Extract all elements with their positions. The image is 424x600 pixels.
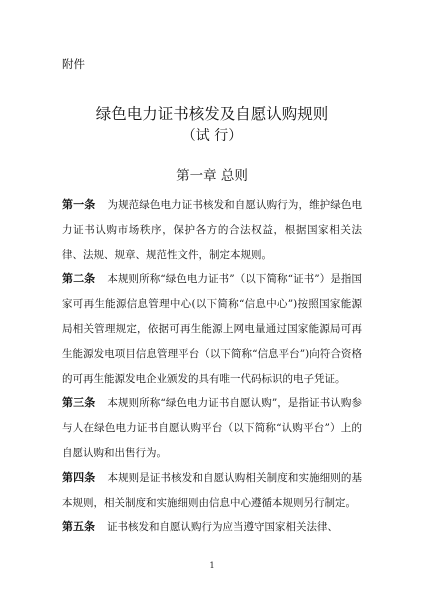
article-label: 第二条	[62, 272, 96, 286]
article-label: 第三条	[62, 396, 96, 410]
article-label: 第四条	[62, 470, 96, 484]
article-text: 证书核发和自愿认购行为应当遵守国家相关法律、	[107, 521, 338, 534]
article-text: 本规则所称“绿色电力证书”（以下简称“证书”）是指国家可再生能源信息管理中心(以下简称“信息中心”)按照国家能源局相关管理规定，依据可再生能源上网电量通过国家能源局可再生能源发电项目信息管理平台（以下简称“信息平台”)向符合资格的可再生能源发电企业颁发的具有唯一代码标识的电子凭证。	[62, 273, 362, 385]
chapter-heading: 第一章 总则	[176, 168, 248, 184]
page-number: 1	[209, 561, 215, 570]
document-subtitle: （试 行）	[181, 128, 243, 144]
article-2	[62, 267, 362, 391]
article-text: 本规则所称“绿色电力证书自愿认购”，是指证书认购参与人在绿色电力证书自愿认购平台（以下简称“认购平台”）上的自愿认购和出售行为。	[62, 397, 362, 459]
attachment-label: 附件	[62, 57, 85, 71]
article-label: 第一条	[62, 198, 96, 211]
document-body	[62, 193, 362, 540]
article-1	[62, 193, 362, 267]
article-4	[62, 466, 362, 516]
article-5	[62, 515, 362, 540]
document-title: 绿色电力证书核发及自愿认购规则	[95, 105, 329, 123]
article-3	[62, 391, 362, 465]
article-label: 第五条	[62, 520, 95, 534]
article-text: 为规范绿色电力证书核发和自愿认购行为，维护绿色电力证书认购市场秩序，保护各方的合法权益，根据国家相关法律、法规、规章、规范性文件，制定本规则。	[62, 199, 363, 261]
article-text: 本规则是证书核发和自愿认购相关制度和实施细则的基本规则，相关制度和实施细则由信息中心遵循本规则另行制定。	[62, 471, 363, 509]
